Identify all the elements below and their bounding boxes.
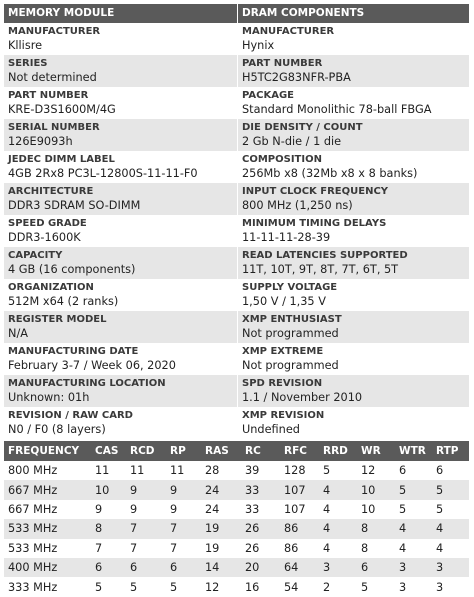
- timing-cell: 107: [284, 502, 306, 516]
- timing-table: [4, 441, 469, 597]
- timing-table-header: [4, 441, 469, 461]
- timing-cell: 10: [361, 483, 376, 497]
- timing-cell: 3: [323, 561, 331, 575]
- module-field: [4, 311, 237, 343]
- timing-cell: 11: [130, 464, 145, 478]
- timing-cell: 7: [170, 522, 178, 536]
- timing-cell: 12: [361, 464, 376, 478]
- timing-cell: 2: [323, 580, 331, 594]
- timing-cell: 24: [205, 502, 220, 516]
- dram-field: [238, 55, 469, 87]
- timing-column-header: FREQUENCY: [8, 445, 80, 457]
- dram-components-column: [237, 4, 469, 439]
- dram-field-label: XMP ENTHUSIAST: [242, 314, 342, 325]
- timing-row: [4, 558, 469, 577]
- module-field-value: Not determined: [8, 71, 97, 84]
- timing-cell: 533 MHz: [8, 522, 58, 536]
- module-field-label: SERIAL NUMBER: [8, 122, 100, 133]
- timing-cell: 19: [205, 541, 220, 555]
- module-field: [4, 279, 237, 311]
- timing-column-header: RFC: [284, 445, 307, 457]
- timing-cell: 26: [245, 541, 260, 555]
- timing-cell: 9: [170, 502, 178, 516]
- dram-field: [238, 23, 469, 55]
- timing-cell: 6: [399, 464, 407, 478]
- timing-column-header: RP: [170, 445, 186, 457]
- timing-cell: 86: [284, 541, 299, 555]
- timing-column-header: RCD: [130, 445, 155, 457]
- timing-cell: 5: [95, 580, 103, 594]
- timing-row: [4, 480, 469, 499]
- module-field-label: ORGANIZATION: [8, 282, 94, 293]
- module-field-value: 512M x64 (2 ranks): [8, 295, 119, 308]
- dram-field: [238, 87, 469, 119]
- dram-field-value: H5TC2G83NFR-PBA: [242, 71, 351, 84]
- timing-cell: 6: [361, 561, 369, 575]
- module-field-label: MANUFACTURING LOCATION: [8, 378, 166, 389]
- dram-field-label: XMP EXTREME: [242, 346, 324, 357]
- dram-field: [238, 183, 469, 215]
- timing-cell: 4: [436, 541, 444, 555]
- timing-column-header: RTP: [436, 445, 459, 457]
- module-field-value: KRE-D3S1600M/4G: [8, 103, 116, 116]
- timing-cell: 11: [95, 464, 110, 478]
- timing-column-header: WTR: [399, 445, 426, 457]
- module-field: [4, 375, 237, 407]
- timing-cell: 24: [205, 483, 220, 497]
- timing-cell: 333 MHz: [8, 580, 58, 594]
- module-field: [4, 119, 237, 151]
- timing-cell: 7: [130, 522, 138, 536]
- timing-cell: 5: [170, 580, 178, 594]
- dram-field-value: 1,50 V / 1,35 V: [242, 295, 326, 308]
- timing-cell: 10: [95, 483, 110, 497]
- dram-field: [238, 407, 469, 439]
- timing-cell: 54: [284, 580, 299, 594]
- module-field: [4, 23, 237, 55]
- timing-cell: 4: [436, 522, 444, 536]
- dram-field-value: Not programmed: [242, 359, 339, 372]
- timing-cell: 6: [170, 561, 178, 575]
- dram-field-label: READ LATENCIES SUPPORTED: [242, 250, 408, 261]
- timing-cell: 8: [361, 522, 369, 536]
- dram-field-label: INPUT CLOCK FREQUENCY: [242, 186, 389, 197]
- timing-cell: 10: [361, 502, 376, 516]
- dram-field: [238, 311, 469, 343]
- timing-cell: 7: [130, 541, 138, 555]
- timing-cell: 12: [205, 580, 220, 594]
- dram-field-value: Hynix: [242, 39, 275, 52]
- timing-cell: 533 MHz: [8, 541, 58, 555]
- module-field-value: Kllisre: [8, 39, 43, 52]
- dram-field-label: COMPOSITION: [242, 154, 322, 165]
- dram-field-label: MINIMUM TIMING DELAYS: [242, 218, 387, 229]
- module-field-label: SERIES: [8, 58, 48, 69]
- dram-field: [238, 247, 469, 279]
- module-field-label: ARCHITECTURE: [8, 186, 94, 197]
- timing-cell: 8: [95, 522, 103, 536]
- timing-cell: 9: [95, 502, 103, 516]
- timing-cell: 86: [284, 522, 299, 536]
- timing-cell: 667 MHz: [8, 483, 58, 497]
- dram-field: [238, 215, 469, 247]
- module-field: [4, 55, 237, 87]
- timing-cell: 400 MHz: [8, 561, 58, 575]
- module-field: [4, 343, 237, 375]
- module-field-label: REVISION / RAW CARD: [8, 410, 133, 421]
- timing-cell: 4: [323, 502, 331, 516]
- dram-field-value: Not programmed: [242, 327, 339, 340]
- timing-row: [4, 500, 469, 519]
- module-field-value: DDR3-1600K: [8, 231, 81, 244]
- timing-cell: 14: [205, 561, 220, 575]
- module-field: [4, 247, 237, 279]
- timing-cell: 3: [436, 580, 444, 594]
- module-field: [4, 407, 237, 439]
- timing-cell: 8: [361, 541, 369, 555]
- timing-cell: 33: [245, 502, 260, 516]
- module-field-value: 4GB 2Rx8 PC3L-12800S-11-11-F0: [8, 167, 198, 180]
- dram-field-value: 2 Gb N-die / 1 die: [242, 135, 342, 148]
- module-field-value: N0 / F0 (8 layers): [8, 423, 106, 436]
- dram-field-value: Standard Monolithic 78-ball FBGA: [242, 103, 432, 116]
- dram-field-label: DIE DENSITY / COUNT: [242, 122, 363, 133]
- timing-cell: 5: [436, 502, 444, 516]
- timing-cell: 3: [436, 561, 444, 575]
- timing-cell: 39: [245, 464, 260, 478]
- dram-field: [238, 279, 469, 311]
- timing-cell: 26: [245, 522, 260, 536]
- dram-field-value: 256Mb x8 (32Mb x8 x 8 banks): [242, 167, 418, 180]
- dram-field-label: XMP REVISION: [242, 410, 325, 421]
- dram-field-label: SUPPLY VOLTAGE: [242, 282, 338, 293]
- memory-module-column: [4, 4, 237, 439]
- timing-cell: 28: [205, 464, 220, 478]
- timing-cell: 5: [361, 580, 369, 594]
- timing-cell: 64: [284, 561, 299, 575]
- memory-module-heading: MEMORY MODULE: [4, 4, 237, 23]
- timing-column-header: RC: [245, 445, 261, 457]
- timing-column-header: WR: [361, 445, 381, 457]
- module-field-value: DDR3 SDRAM SO-DIMM: [8, 199, 141, 212]
- timing-cell: 107: [284, 483, 306, 497]
- timing-cell: 33: [245, 483, 260, 497]
- timing-cell: 4: [399, 541, 407, 555]
- dram-field-label: MANUFACTURER: [242, 26, 335, 37]
- timing-cell: 5: [323, 464, 331, 478]
- dram-field-label: PACKAGE: [242, 90, 295, 101]
- timing-cell: 3: [399, 561, 407, 575]
- timing-cell: 7: [170, 541, 178, 555]
- timing-row: [4, 519, 469, 538]
- module-field-label: PART NUMBER: [8, 90, 89, 101]
- module-field-label: CAPACITY: [8, 250, 63, 261]
- module-field-value: N/A: [8, 327, 28, 340]
- spd-info-panel: [4, 4, 469, 597]
- module-field: [4, 183, 237, 215]
- timing-cell: 9: [130, 483, 138, 497]
- dram-field: [238, 119, 469, 151]
- timing-cell: 4: [399, 522, 407, 536]
- timing-cell: 3: [399, 580, 407, 594]
- timing-row: [4, 539, 469, 558]
- dram-field: [238, 343, 469, 375]
- timing-cell: 5: [436, 483, 444, 497]
- timing-row: [4, 577, 469, 596]
- timing-cell: 6: [130, 561, 138, 575]
- timing-cell: 4: [323, 522, 331, 536]
- timing-cell: 9: [130, 502, 138, 516]
- dram-field-value: 11-11-11-28-39: [242, 231, 331, 244]
- timing-cell: 5: [130, 580, 138, 594]
- timing-cell: 4: [323, 483, 331, 497]
- module-field: [4, 151, 237, 183]
- module-field-label: MANUFACTURER: [8, 26, 101, 37]
- timing-column-header: CAS: [95, 445, 119, 457]
- timing-cell: 11: [170, 464, 185, 478]
- module-field: [4, 87, 237, 119]
- timing-column-header: RAS: [205, 445, 229, 457]
- module-field-value: Unknown: 01h: [8, 391, 90, 404]
- dram-field: [238, 375, 469, 407]
- dram-field-value: 1.1 / November 2010: [242, 391, 363, 404]
- timing-row: [4, 461, 469, 480]
- spec-grid: [4, 4, 469, 439]
- dram-field-value: 800 MHz (1,250 ns): [242, 199, 353, 212]
- dram-components-heading: DRAM COMPONENTS: [238, 4, 469, 23]
- module-field-value: 126E9093h: [8, 135, 73, 148]
- module-field-value: 4 GB (16 components): [8, 263, 136, 276]
- module-field-label: MANUFACTURING DATE: [8, 346, 139, 357]
- module-field: [4, 215, 237, 247]
- module-field-label: REGISTER MODEL: [8, 314, 107, 325]
- module-field-value: February 3-7 / Week 06, 2020: [8, 359, 176, 372]
- timing-cell: 7: [95, 541, 103, 555]
- timing-cell: 6: [95, 561, 103, 575]
- timing-cell: 9: [170, 483, 178, 497]
- timing-column-header: RRD: [323, 445, 348, 457]
- timing-cell: 19: [205, 522, 220, 536]
- dram-field-label: PART NUMBER: [242, 58, 323, 69]
- dram-field-value: Undefined: [242, 423, 300, 436]
- timing-cell: 4: [323, 541, 331, 555]
- timing-cell: 5: [399, 483, 407, 497]
- timing-cell: 667 MHz: [8, 502, 58, 516]
- timing-cell: 16: [245, 580, 260, 594]
- timing-cell: 128: [284, 464, 306, 478]
- dram-field: [238, 151, 469, 183]
- dram-field-label: SPD REVISION: [242, 378, 323, 389]
- timing-cell: 5: [399, 502, 407, 516]
- timing-cell: 800 MHz: [8, 464, 58, 478]
- dram-field-value: 11T, 10T, 9T, 8T, 7T, 6T, 5T: [242, 263, 399, 276]
- module-field-label: SPEED GRADE: [8, 218, 87, 229]
- timing-cell: 6: [436, 464, 444, 478]
- timing-cell: 20: [245, 561, 260, 575]
- module-field-label: JEDEC DIMM LABEL: [8, 154, 115, 165]
